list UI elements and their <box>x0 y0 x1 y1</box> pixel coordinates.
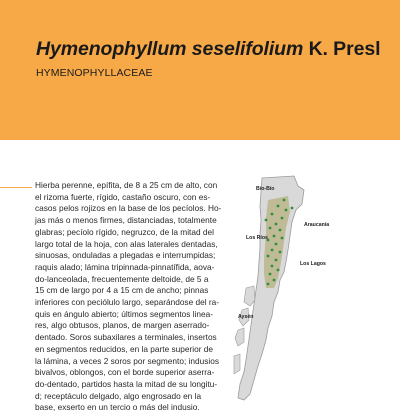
map-islands <box>244 286 255 306</box>
species-title <box>36 38 396 61</box>
description-line: el rizoma fuerte, rígido, castaño oscuro, con es- <box>35 191 211 202</box>
occurrence-point <box>273 235 276 238</box>
description-line: bivalvos, oblongos, con el borde superior aserra- <box>35 367 215 378</box>
occurrence-point <box>273 279 276 282</box>
description-line: do-dentado, partidos hasta la mitad de su longitu- <box>35 378 218 389</box>
occurrence-point <box>281 237 284 240</box>
distribution-map-svg <box>232 170 400 400</box>
map-islands <box>235 328 244 346</box>
description-line: base, exserto en un tercio o más del indusio. <box>35 402 200 413</box>
description-line: la lámina, a veces 2 soros por segmento; indusios <box>35 355 220 366</box>
occurrence-point <box>269 227 272 230</box>
description-line: inferiores con peciólulo largo, separándose del ra- <box>35 297 220 308</box>
occurrence-point <box>277 205 280 208</box>
occurrence-point <box>275 243 278 246</box>
occurrence-point <box>275 259 278 262</box>
title-species: seselifolium <box>191 38 304 60</box>
occurrence-point <box>265 219 268 222</box>
description-line: casos pelos rojizos en la base de los pecíolos. Ho- <box>35 203 222 214</box>
occurrence-point <box>277 269 280 272</box>
occurrence-point <box>267 283 270 286</box>
description-line: largo total de la hoja, con alas laterales dentadas, <box>35 238 218 249</box>
occurrence-point <box>271 265 274 268</box>
family-name: HYMENOPHYLLACEAE <box>36 67 153 79</box>
occurrence-point <box>283 199 286 202</box>
description-line: quis en ángulo abierto; últimos segmentos linea- <box>35 308 214 319</box>
description-line: raquis alado; lámina tripinnada-pinnatífida, aova- <box>35 261 215 272</box>
occurrence-point <box>267 255 270 258</box>
label-araucania: Araucanía <box>304 222 330 228</box>
occurrence-point <box>285 209 288 212</box>
description-line: dentado. Soros subaxilares a terminales, insertos <box>35 332 217 343</box>
species-description <box>35 180 253 414</box>
occurrence-point <box>291 207 294 210</box>
occurrence-point <box>279 229 282 232</box>
occurrence-point <box>269 273 272 276</box>
title-author: K. Presl <box>308 38 381 60</box>
occurrence-point <box>275 223 278 226</box>
section-rule <box>0 187 32 188</box>
label-bio-bio: Bío-Bío <box>256 186 275 192</box>
occurrence-point <box>271 213 274 216</box>
description-line: d; receptáculo delgado, algo engrosado en la <box>35 390 202 401</box>
occurrence-point <box>279 251 282 254</box>
description-line: do-lanceolada, frecuentemente deltoide, de 5 a <box>35 273 209 284</box>
description-line: glabras; pecíolo rígido, negruzco, de la mitad del <box>35 226 214 237</box>
description-line: 15 cm de largo por 4 a 15 cm de ancho; pinnas <box>35 285 209 296</box>
label-los-lagos: Los Lagos <box>300 261 326 267</box>
description-line: en segmentos reducidos, en la parte superior de <box>35 343 214 354</box>
description-line: res, algo obtusos, planos, de margen aserrado- <box>35 320 210 331</box>
title-genus: Hymenophyllum <box>36 38 187 60</box>
map-islands <box>234 354 240 374</box>
description-line: jas más o menos firmes, distanciadas, totalmente <box>35 215 217 226</box>
distribution-map <box>232 170 400 400</box>
occurrence-point <box>271 249 274 252</box>
label-los-rios: Los Ríos <box>246 235 268 241</box>
occurrence-point <box>281 217 284 220</box>
label-aysen: Aysén <box>238 314 254 320</box>
description-line: sinuosas, onduladas a plegadas e interrumpidas; <box>35 250 216 261</box>
description-line: Hierba perenne, epífita, de 8 a 25 cm de alto, con <box>35 180 218 190</box>
